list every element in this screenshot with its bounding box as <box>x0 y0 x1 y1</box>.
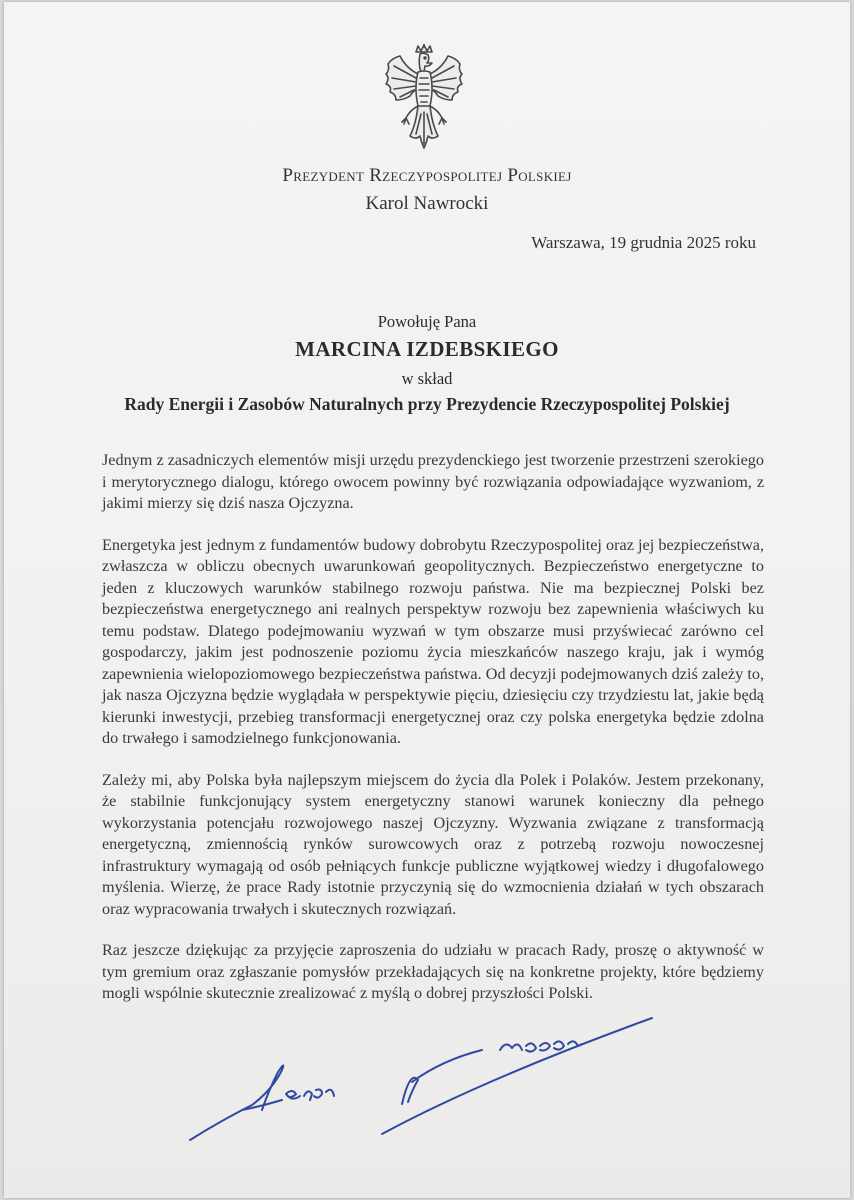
paragraph-2: Energetyka jest jednym z fundamentów budowy dobrobytu Rzeczypospolitej oraz jej bezpieczeństwa, zwłaszcza w obliczu obecnych uwarunkowań geopolitycznych. Bezpieczeństwo energetyczne to jeden z kluczowych warunków stabilnego rozwoju państwa. Nie ma bezpiecznej Polski bez bezpieczeństwa energetycznego ani realnych perspektyw rozwoju bez zapewnienia właściwych ku temu podstaw. Dlatego podejmowaniu wyzwań w tym obszarze musi przyświecać zarówno cel gospodarczy, jakim jest podnoszenie poziomu życia mieszkańców naszego kraju, jak i wymóg zapewnienia wielopoziomowego bezpieczeństwa państwa. Od decyzji podejmowanych dziś zależy to, jak nasza Ojczyzna będzie wyglądała w perspektywie pięciu, dziesięciu czy trzydziestu lat, jakie będą kierunki inwestycji, przebieg transformacji energetycznej oraz czy polska energetyka będzie zdolna do trwałego i samodzielnego funkcjonowania. <box>102 535 764 747</box>
letter-body <box>102 450 764 1025</box>
polish-eagle-emblem-icon <box>380 44 468 156</box>
handwritten-signature-icon <box>182 1010 662 1150</box>
paragraph-1: Jednym z zasadniczych elementów misji urzędu prezydenckiego jest tworzenie przestrzeni szerokiego i merytorycznego dialogu, którego owocem powinny być rozwiązania odpowiadające wyzwaniom, z jakimi mierzy się dziś nasza Ojczyzna. <box>102 451 764 512</box>
paragraph-4: Raz jeszcze dziękując za przyjęcie zaproszenia do udziału w pracach Rady, proszę o aktywność w tym gremium oraz zgłaszanie pomysłów przekładających się na konkretne projekty, które będziemy mogli wspólnie skutecznie zrealizować z myślą o dobrej przyszłości Polski. <box>102 941 764 1002</box>
office-title: Prezydent Rzeczypospolitej Polskiej <box>282 165 572 186</box>
paragraph-3: Zależy mi, aby Polska była najlepszym miejscem do życia dla Polek i Polaków. Jestem przekonany, że stabilnie funkcjonujący system energetyczny stanowi warunek konieczny dla pełnego wykorzystania potencjału rozwojowego naszej Ojczyzny. Wyzwania związane z transformacją energetyczną, zmiennością rynków surowcowych oraz z potrzebą rozwoju nowoczesnej infrastruktury wymagają od osób pełniących funkcje publiczne wyjątkowej wiedzy i długofalowego myślenia. Wierzę, że prace Rady istotnie przyczynią się do wzmocnienia działań w tych obszarach oraz wypracowania trwałych i skutecznych rozwiązań. <box>102 770 764 918</box>
appointee-name: MARCINA IZDEBSKIEGO <box>295 337 559 361</box>
president-name: Karol Nawrocki <box>365 193 489 214</box>
appointment-joiner: w skład <box>401 369 453 388</box>
date-line: Warszawa, 19 grudnia 2025 roku <box>531 233 756 252</box>
council-name: Rady Energii i Zasobów Naturalnych przy Prezydencie Rzeczypospolitej Polskiej <box>124 394 730 414</box>
appointment-intro: Powołuję Pana <box>377 312 477 331</box>
